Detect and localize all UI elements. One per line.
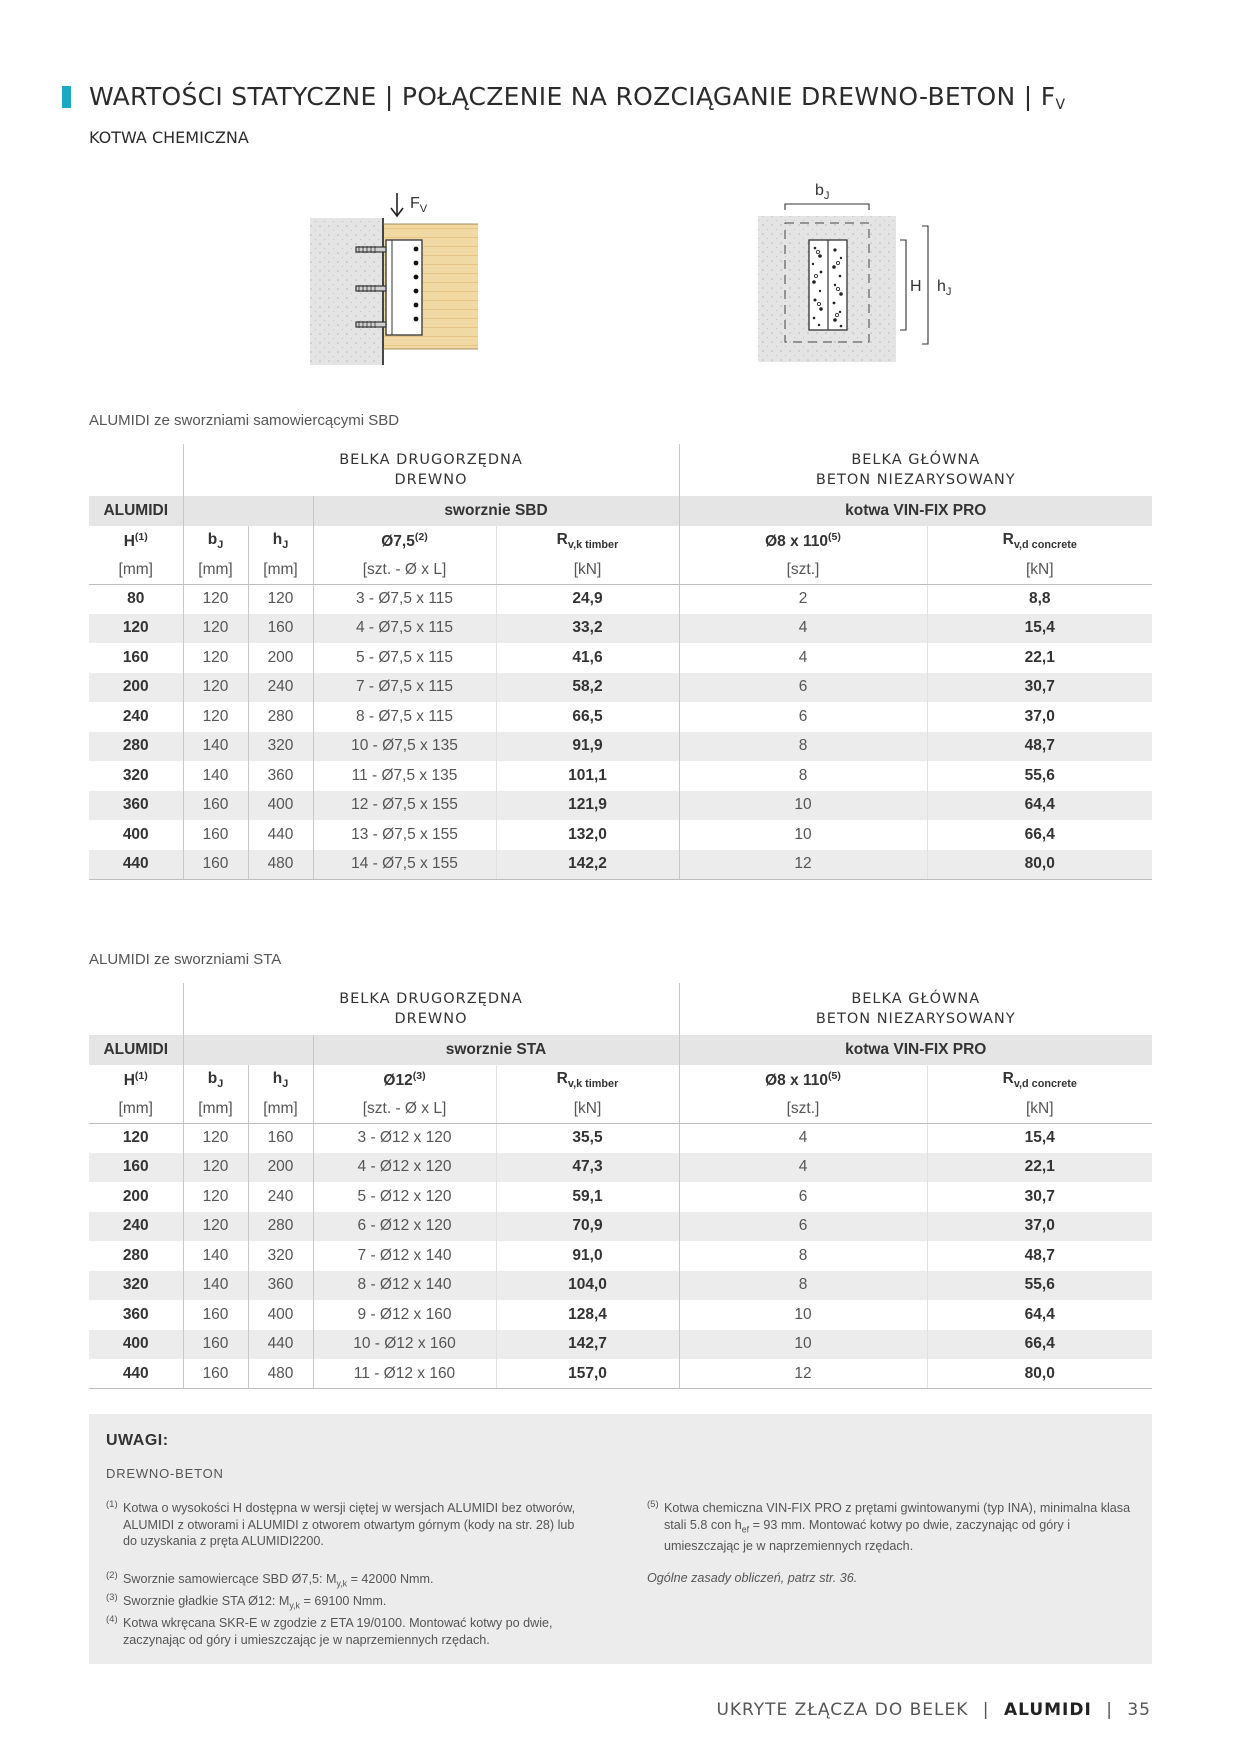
unit-cell: [mm] — [183, 556, 248, 584]
table-cell: 140 — [183, 1271, 248, 1301]
table-cell: 10 - Ø12 x 160 — [313, 1330, 496, 1360]
table-cell: 160 — [183, 1330, 248, 1360]
table-cell: 70,9 — [496, 1212, 679, 1242]
table-cell: 160 — [183, 791, 248, 821]
pin-diameter-header: Ø7,5$^{(2)}$ — [313, 526, 496, 556]
table-cell: 10 — [679, 1330, 927, 1360]
table-cell: 360 — [248, 761, 313, 791]
h-header: $H^{(1)}$ — [123, 530, 148, 551]
table-cell: 320 — [248, 1241, 313, 1271]
table-row — [89, 1123, 1152, 1153]
r-timber-header: $R_{v,k timber}$ — [496, 1065, 679, 1095]
sta-table — [89, 983, 1152, 1389]
cross-section-diagram — [752, 196, 952, 368]
table-cell: 320 — [89, 1271, 183, 1301]
width-label: $b_J$ — [815, 182, 830, 203]
table-cell: 160 — [183, 820, 248, 850]
r-timber-header: $R_{v,k timber}$ — [496, 526, 679, 556]
table-cell: 160 — [183, 1359, 248, 1389]
note-4: (4) Kotwa wkręcana SKR-E w zgodzie z ETA 19/0100. Montować kotwy po dwie, zaczynając od góry i umieszczając je w naprzemiennych rzędach. — [106, 1614, 553, 1647]
table-cell: 33,2 — [496, 614, 679, 644]
force-label: $F_V$ — [410, 195, 428, 216]
table-cell: 480 — [248, 850, 313, 880]
table-cell: 7 - Ø12 x 140 — [313, 1241, 496, 1271]
table-cell: 120 — [183, 1153, 248, 1183]
table-cell: 200 — [89, 673, 183, 703]
unit-cell: [szt. - Ø x L] — [313, 1095, 496, 1123]
unit-cell: [kN] — [496, 1095, 679, 1123]
timber-group-header: BELKA DRUGORZĘDNA DREWNO — [183, 983, 679, 1035]
table-cell: 120 — [183, 643, 248, 673]
notes-box — [89, 1414, 1152, 1664]
anchor-size-header: Ø8 x 110$^{(5)}$ — [679, 1065, 927, 1095]
unit-cell: [mm] — [248, 1095, 313, 1123]
table-cell: 120 — [183, 584, 248, 614]
unit-cell: [szt.] — [679, 556, 927, 584]
alumidi-header: ALUMIDI — [89, 1035, 183, 1065]
table-cell: 6 — [679, 702, 927, 732]
table-cell: 120 — [122, 1129, 149, 1146]
unit-cell: [mm] — [183, 1095, 248, 1123]
table-cell: 41,6 — [496, 643, 679, 673]
table-cell: 400 — [122, 825, 149, 843]
table-row — [89, 1271, 1152, 1301]
table-cell: 48,7 — [927, 732, 1152, 762]
table-cell: 120 — [183, 702, 248, 732]
anchor-header: kotwa VIN-FIX PRO — [679, 1035, 1152, 1065]
table-cell: 120 — [183, 1123, 248, 1153]
side-view-diagram — [300, 188, 490, 366]
table-cell: 160 — [248, 1123, 313, 1153]
r-concrete-header: $R_{v,d concrete}$ — [927, 1065, 1152, 1095]
table-cell: 10 — [679, 791, 927, 821]
alumidi-header: ALUMIDI — [89, 496, 183, 526]
hj-header: $h_J$ — [248, 526, 313, 556]
table-cell: 240 — [122, 707, 149, 725]
title-accent-bar — [62, 86, 71, 108]
table-row — [89, 820, 1152, 850]
table-cell: 80,0 — [927, 1359, 1152, 1389]
table-cell: 55,6 — [927, 761, 1152, 791]
table-cell: 13 - Ø7,5 x 155 — [313, 820, 496, 850]
table-cell: 8 — [679, 1271, 927, 1301]
table-cell: 59,1 — [496, 1182, 679, 1212]
table-cell: 10 — [679, 820, 927, 850]
table-cell: 48,7 — [927, 1241, 1152, 1271]
table-cell: 160 — [89, 1153, 183, 1183]
pin-diameter-header: Ø12$^{(3)}$ — [313, 1065, 496, 1095]
table-cell: 200 — [248, 1153, 313, 1183]
note-1: (1) Kotwa o wysokości H dostępna w wersji ciętej w wersjach ALUMIDI bez otworów, ALUMIDI z otworami i ALUMIDI z otworem otwartym górnym (kody na str. 28) lub do uzyskania z pręta ALUMIDI2200. — [106, 1499, 576, 1548]
table-cell: 4 - Ø12 x 120 — [313, 1153, 496, 1183]
table-row — [89, 584, 1152, 614]
table-cell: 12 - Ø7,5 x 155 — [313, 791, 496, 821]
table-cell: 7 - Ø7,5 x 115 — [313, 673, 496, 703]
table-cell: 320 — [122, 766, 149, 784]
table-row — [89, 643, 1152, 673]
table-row — [89, 614, 1152, 644]
table-cell: 8 — [679, 732, 927, 762]
general-note: Ogólne zasady obliczeń, patrz str. 36. — [647, 1571, 858, 1585]
table-row — [89, 791, 1152, 821]
table-cell: 11 - Ø12 x 160 — [313, 1359, 496, 1389]
table-cell: 160 — [183, 850, 248, 880]
table-cell: 440 — [248, 1330, 313, 1360]
table-cell: 120 — [183, 1212, 248, 1242]
notes-title: UWAGI: — [106, 1432, 169, 1449]
page-footer: UKRYTE ZŁĄCZA DO BELEK | ALUMIDI | 35 — [716, 1700, 1151, 1720]
table-cell: 4 — [679, 1153, 927, 1183]
table-cell: 140 — [183, 732, 248, 762]
pins-header: sworznie SBD — [313, 496, 679, 526]
table-cell: 9 - Ø12 x 160 — [313, 1300, 496, 1330]
table-cell: 440 — [89, 1359, 183, 1389]
table-row — [89, 1330, 1152, 1360]
table-cell: 160 — [122, 648, 149, 666]
table-cell: 64,4 — [927, 1300, 1152, 1330]
unit-cell: [szt. - Ø x L] — [313, 556, 496, 584]
table-row — [89, 673, 1152, 703]
table-cell: 120 — [248, 584, 313, 614]
table-cell: 91,0 — [496, 1241, 679, 1271]
table-cell: 440 — [248, 820, 313, 850]
timber-group-header: BELKA DRUGORZĘDNA DREWNO — [183, 444, 679, 496]
table-cell: 120 — [183, 1182, 248, 1212]
table-cell: 104,0 — [496, 1271, 679, 1301]
table-row — [89, 1359, 1152, 1389]
anchor-header: kotwa VIN-FIX PRO — [679, 496, 1152, 526]
r-concrete-header: $R_{v,d concrete}$ — [927, 526, 1152, 556]
table-cell: 66,5 — [496, 702, 679, 732]
main-group-header: BELKA GŁÓWNA BETON NIEZARYSOWANY — [679, 983, 1152, 1035]
h-header: $H^{(1)}$ — [123, 1069, 148, 1090]
table-cell: 360 — [122, 1305, 149, 1323]
table-row — [89, 850, 1152, 880]
table-cell: 101,1 — [496, 761, 679, 791]
table-cell: 3 - Ø12 x 120 — [313, 1123, 496, 1153]
hj-header: $h_J$ — [248, 1065, 313, 1095]
table-cell: 37,0 — [927, 702, 1152, 732]
table-cell: 360 — [248, 1271, 313, 1301]
table-cell: 200 — [248, 643, 313, 673]
table-cell: 5 - Ø12 x 120 — [313, 1182, 496, 1212]
table-cell: 30,7 — [927, 1182, 1152, 1212]
table-cell: 280 — [89, 732, 183, 762]
table-cell: 6 — [679, 1212, 927, 1242]
table-cell: 120 — [89, 614, 183, 644]
table-cell: 132,0 — [496, 820, 679, 850]
table-cell: 12 — [679, 850, 927, 880]
table-cell: 80 — [127, 590, 145, 607]
table-cell: 4 — [679, 614, 927, 644]
table-row — [89, 1153, 1152, 1183]
table-cell: 14 - Ø7,5 x 155 — [313, 850, 496, 880]
table-cell: 22,1 — [927, 1153, 1152, 1183]
table-row — [89, 1241, 1152, 1271]
table-cell: 5 - Ø7,5 x 115 — [313, 643, 496, 673]
unit-cell: [mm] — [89, 1095, 183, 1123]
table-cell: 240 — [89, 1212, 183, 1242]
table-cell: 8 - Ø12 x 140 — [313, 1271, 496, 1301]
table1-label: ALUMIDI ze sworzniami samowiercącymi SBD — [89, 412, 400, 429]
table-cell: 400 — [248, 791, 313, 821]
page-title: WARTOŚCI STATYCZNE | POŁĄCZENIE NA ROZCIĄGANIE DREWNO-BETON | $F_V$ — [89, 82, 1066, 113]
table-cell: 280 — [122, 1246, 149, 1264]
table-cell: 140 — [183, 761, 248, 791]
table-cell: 140 — [183, 1241, 248, 1271]
unit-cell: [kN] — [496, 556, 679, 584]
unit-cell: [mm] — [89, 556, 183, 584]
table-cell: 80,0 — [927, 850, 1152, 880]
table-cell: 55,6 — [927, 1271, 1152, 1301]
table-cell: 4 - Ø7,5 x 115 — [313, 614, 496, 644]
table-cell: 160 — [183, 1300, 248, 1330]
bj-header: $b_J$ — [183, 1065, 248, 1095]
pins-header: sworznie STA — [313, 1035, 679, 1065]
table-cell: 47,3 — [496, 1153, 679, 1183]
table-cell: 37,0 — [927, 1212, 1152, 1242]
table-cell: 12 — [679, 1359, 927, 1389]
table-cell: 15,4 — [927, 614, 1152, 644]
table-cell: 64,4 — [927, 791, 1152, 821]
table-cell: 58,2 — [496, 673, 679, 703]
table-cell: 15,4 — [927, 1123, 1152, 1153]
table-cell: 91,9 — [496, 732, 679, 762]
table-cell: 35,5 — [496, 1123, 679, 1153]
bj-header: $b_J$ — [183, 526, 248, 556]
table-cell: 8 — [679, 1241, 927, 1271]
note-5: (5) Kotwa chemiczna VIN-FIX PRO z prętami gwintowanymi (typ INA), minimalna klasa stali 5.8 con $h_{ef} = 93$ mm. Montować kotwy po dwie, zaczynając od góry i umieszczając je w naprzemiennych rzędach. — [647, 1499, 1131, 1553]
table-cell: 2 — [679, 584, 927, 614]
table-cell: 10 — [679, 1300, 927, 1330]
unit-cell: [kN] — [927, 1095, 1152, 1123]
table-cell: 240 — [248, 1182, 313, 1212]
table-cell: 320 — [248, 732, 313, 762]
table-cell: 157,0 — [496, 1359, 679, 1389]
table2-label: ALUMIDI ze sworzniami STA — [89, 951, 282, 968]
table-row — [89, 1182, 1152, 1212]
table-cell: 240 — [248, 673, 313, 703]
table-cell: 10 - Ø7,5 x 135 — [313, 732, 496, 762]
unit-cell: [szt.] — [679, 1095, 927, 1123]
table-cell: 400 — [248, 1300, 313, 1330]
table-cell: 121,9 — [496, 791, 679, 821]
table-cell: 66,4 — [927, 1330, 1152, 1360]
table-cell: 30,7 — [927, 673, 1152, 703]
table-row — [89, 1212, 1152, 1242]
anchor-size-header: Ø8 x 110$^{(5)}$ — [679, 526, 927, 556]
sbd-table — [89, 444, 1152, 880]
table-cell: 480 — [248, 1359, 313, 1389]
table-cell: 6 - Ø12 x 120 — [313, 1212, 496, 1242]
table-cell: 142,2 — [496, 850, 679, 880]
table-cell: 280 — [248, 702, 313, 732]
note-2: (2) Sworznie samowiercące SBD Ø7,5: $M_{y,k} = 42000$ Nmm. — [106, 1570, 434, 1589]
table-cell: 120 — [183, 614, 248, 644]
table-cell: 3 - Ø7,5 x 115 — [313, 584, 496, 614]
table-cell: 280 — [248, 1212, 313, 1242]
table-row — [89, 1300, 1152, 1330]
table-cell: 11 - Ø7,5 x 135 — [313, 761, 496, 791]
table-cell: 160 — [248, 614, 313, 644]
table-cell: 66,4 — [927, 820, 1152, 850]
table-cell: 200 — [122, 1187, 149, 1205]
table-cell: 4 — [679, 643, 927, 673]
page-subtitle: KOTWA CHEMICZNA — [89, 128, 249, 147]
table-cell: 4 — [679, 1123, 927, 1153]
beam-height-label: $h_J$ — [937, 278, 952, 299]
unit-cell: [kN] — [927, 556, 1152, 584]
table-cell: 8,8 — [927, 584, 1152, 614]
notes-subtitle: DREWNO-BETON — [106, 1466, 224, 1481]
table-row — [89, 702, 1152, 732]
unit-cell: [mm] — [248, 556, 313, 584]
table-cell: 120 — [183, 673, 248, 703]
table-row — [89, 732, 1152, 762]
main-group-header: BELKA GŁÓWNA BETON NIEZARYSOWANY — [679, 444, 1152, 496]
table-row — [89, 761, 1152, 791]
table-cell: 360 — [89, 791, 183, 821]
table-cell: 142,7 — [496, 1330, 679, 1360]
table-cell: 8 - Ø7,5 x 115 — [313, 702, 496, 732]
table-cell: 6 — [679, 673, 927, 703]
height-label: H — [910, 278, 922, 295]
table-cell: 22,1 — [927, 643, 1152, 673]
note-3: (3) Sworznie gładkie STA Ø12: $M_{y,k} = 69100$ Nmm. — [106, 1592, 387, 1611]
table-cell: 400 — [89, 1330, 183, 1360]
table-cell: 6 — [679, 1182, 927, 1212]
table-cell: 440 — [89, 850, 183, 880]
table-cell: 24,9 — [496, 584, 679, 614]
table-cell: 8 — [679, 761, 927, 791]
table-cell: 128,4 — [496, 1300, 679, 1330]
